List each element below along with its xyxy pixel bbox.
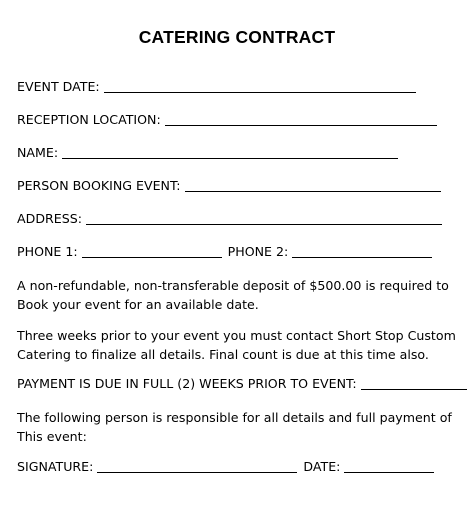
reception-location-label: RECEPTION LOCATION: [17, 112, 161, 127]
finalize-line-1: Three weeks prior to your event you must contact Short Stop Custom [17, 328, 456, 343]
responsible-line-2: This event: [17, 429, 87, 444]
page-title: CATERING CONTRACT [138, 27, 336, 47]
date-field[interactable] [344, 458, 434, 473]
signature-row [17, 458, 434, 476]
payment-label: PAYMENT IS DUE IN FULL (2) WEEKS PRIOR TO EVENT: [17, 376, 357, 391]
payment-field[interactable] [361, 375, 467, 390]
name-row [17, 144, 398, 162]
finalize-line-2: Catering to finalize all details. Final count is due at this time also. [17, 347, 429, 362]
phone2-field[interactable] [292, 243, 432, 258]
person-booking-row [17, 177, 441, 195]
date-label: DATE: [303, 459, 341, 474]
address-label: ADDRESS: [17, 211, 82, 226]
signature-field[interactable] [97, 458, 297, 473]
person-booking-label: PERSON BOOKING EVENT: [17, 178, 181, 193]
reception-location-row [17, 111, 437, 129]
phone2-label: PHONE 2: [227, 244, 289, 259]
responsible-paragraph [17, 408, 462, 446]
event-date-row [17, 78, 416, 96]
phone1-field[interactable] [82, 243, 222, 258]
event-date-field[interactable] [104, 78, 416, 93]
deposit-line-2: Book your event for an available date. [17, 297, 259, 312]
deposit-paragraph [17, 276, 462, 314]
phone1-label: PHONE 1: [17, 244, 78, 259]
signature-label: SIGNATURE: [17, 459, 94, 474]
payment-row [17, 375, 467, 393]
finalize-paragraph [17, 326, 462, 364]
address-field[interactable] [86, 210, 442, 225]
person-booking-field[interactable] [185, 177, 441, 192]
event-date-label: EVENT DATE: [17, 79, 100, 94]
name-label: NAME: [17, 145, 59, 160]
deposit-line-1: A non-refundable, non-transferable deposit of $500.00 is required to [17, 278, 449, 293]
responsible-line-1: The following person is responsible for all details and full payment of [17, 410, 452, 425]
name-field[interactable] [62, 144, 398, 159]
reception-location-field[interactable] [165, 111, 437, 126]
address-row [17, 210, 442, 228]
phone-row [17, 243, 432, 261]
